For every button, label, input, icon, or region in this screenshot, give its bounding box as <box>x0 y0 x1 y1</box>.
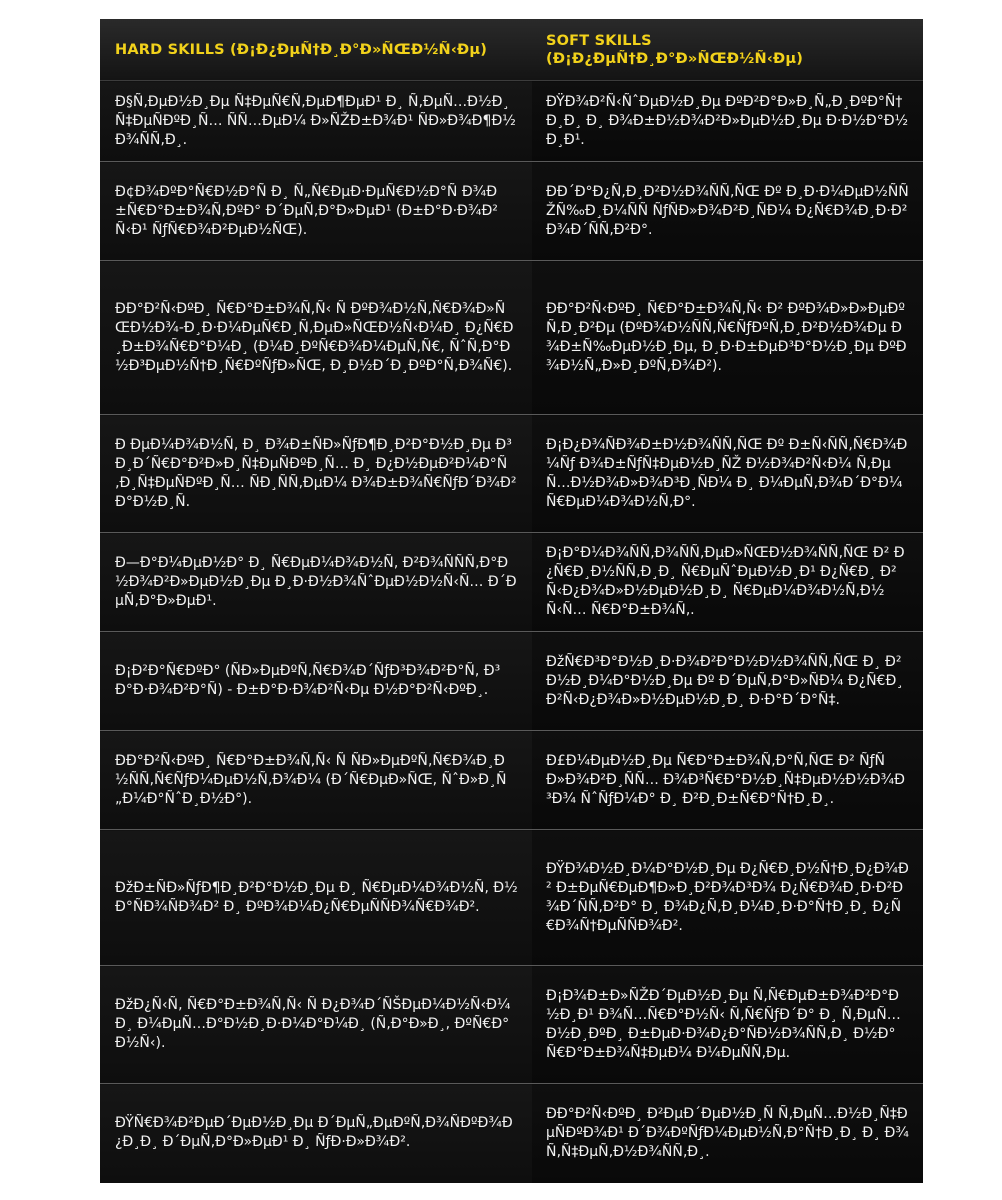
hard-skill-cell: Ð¡Ð²Ð°Ñ€ÐºÐ° (ÑÐ»ÐµÐºÑ‚Ñ€Ð¾Ð´ÑƒÐ³Ð¾Ð²Ð°Ñ, Ð³Ð°Ð·Ð¾Ð²Ð°Ñ) - Ð±Ð°Ð·Ð¾Ð²Ñ‹Ðµ Ð½Ð°Ð²Ñ‹ÐºÐ¸. <box>100 632 532 731</box>
skills-table-container <box>100 19 923 1183</box>
hard-skill-cell: ÐÐ°Ð²Ñ‹ÐºÐ¸ Ñ€Ð°Ð±Ð¾Ñ‚Ñ‹ Ñ ÐºÐ¾Ð½Ñ‚Ñ€Ð¾Ð»ÑŒÐ½Ð¾-Ð¸Ð·Ð¼ÐµÑ€Ð¸Ñ‚ÐµÐ»ÑŒÐ½Ñ‹Ð¼Ð¸ Ð¿Ñ€Ð¸Ð±Ð¾Ñ€Ð°Ð¼Ð¸ (Ð¼Ð¸ÐºÑ€Ð¾Ð¼ÐµÑ‚Ñ€, ÑˆÑ‚Ð°Ð½Ð³ÐµÐ½Ñ†Ð¸Ñ€ÐºÑƒÐ»ÑŒ, Ð¸Ð½Ð´Ð¸ÐºÐ°Ñ‚Ð¾Ñ€). <box>100 261 532 415</box>
soft-skill-cell: ÐÐ´Ð°Ð¿Ñ‚Ð¸Ð²Ð½Ð¾ÑÑ‚ÑŒ Ðº Ð¸Ð·Ð¼ÐµÐ½ÑÑŽÑ‰Ð¸Ð¼ÑÑ ÑƒÑÐ»Ð¾Ð²Ð¸ÑÐ¼ Ð¿Ñ€Ð¾Ð¸Ð·Ð²Ð¾Ð´ÑÑ‚Ð²Ð°. <box>532 162 923 261</box>
hard-skill-cell: ÐžÐ±ÑÐ»ÑƒÐ¶Ð¸Ð²Ð°Ð½Ð¸Ðµ Ð¸ Ñ€ÐµÐ¼Ð¾Ð½Ñ‚ Ð½Ð°ÑÐ¾ÑÐ¾Ð² Ð¸ ÐºÐ¾Ð¼Ð¿Ñ€ÐµÑÑÐ¾Ñ€Ð¾Ð². <box>100 830 532 966</box>
hard-skill-cell: Ð¢Ð¾ÐºÐ°Ñ€Ð½Ð°Ñ Ð¸ Ñ„Ñ€ÐµÐ·ÐµÑ€Ð½Ð°Ñ Ð¾Ð±Ñ€Ð°Ð±Ð¾Ñ‚ÐºÐ° Ð´ÐµÑ‚Ð°Ð»ÐµÐ¹ (Ð±Ð°Ð·Ð¾Ð²Ñ‹Ð¹ ÑƒÑ€Ð¾Ð²ÐµÐ½ÑŒ). <box>100 162 532 261</box>
hard-skill-cell: Ð—Ð°Ð¼ÐµÐ½Ð° Ð¸ Ñ€ÐµÐ¼Ð¾Ð½Ñ‚ Ð²Ð¾ÑÑÑ‚Ð°Ð½Ð¾Ð²Ð»ÐµÐ½Ð¸Ðµ Ð¸Ð·Ð½Ð¾ÑˆÐµÐ½Ð½Ñ‹Ñ… Ð´ÐµÑ‚Ð°Ð»ÐµÐ¹. <box>100 533 532 632</box>
soft-skill-cell: ÐŸÐ¾Ð²Ñ‹ÑˆÐµÐ½Ð¸Ðµ ÐºÐ²Ð°Ð»Ð¸Ñ„Ð¸ÐºÐ°Ñ†Ð¸Ð¸ Ð¸ Ð¾Ð±Ð½Ð¾Ð²Ð»ÐµÐ½Ð¸Ðµ Ð·Ð½Ð°Ð½Ð¸Ð¹. <box>532 81 923 162</box>
table-row <box>100 731 923 830</box>
soft-skill-cell: ÐÐ°Ð²Ñ‹ÐºÐ¸ Ñ€Ð°Ð±Ð¾Ñ‚Ñ‹ Ð² ÐºÐ¾Ð»Ð»ÐµÐºÑ‚Ð¸Ð²Ðµ (ÐºÐ¾Ð½ÑÑ‚Ñ€ÑƒÐºÑ‚Ð¸Ð²Ð½Ð¾Ðµ Ð¾Ð±Ñ‰ÐµÐ½Ð¸Ðµ, Ð¸Ð·Ð±ÐµÐ³Ð°Ð½Ð¸Ðµ ÐºÐ¾Ð½Ñ„Ð»Ð¸ÐºÑ‚Ð¾Ð²). <box>532 261 923 415</box>
table-header <box>100 19 923 81</box>
table-row <box>100 415 923 533</box>
hard-skills-header: HARD SKILLS (Ð¡Ð¿ÐµÑ†Ð¸Ð°Ð»ÑŒÐ½Ñ‹Ðµ) <box>100 19 532 81</box>
table-row <box>100 1084 923 1183</box>
soft-skill-cell: Ð¡Ð°Ð¼Ð¾ÑÑ‚Ð¾ÑÑ‚ÐµÐ»ÑŒÐ½Ð¾ÑÑ‚ÑŒ Ð² Ð¿Ñ€Ð¸Ð½ÑÑ‚Ð¸Ð¸ Ñ€ÐµÑˆÐµÐ½Ð¸Ð¹ Ð¿Ñ€Ð¸ Ð²Ñ‹Ð¿Ð¾Ð»Ð½ÐµÐ½Ð¸Ð¸ Ñ€ÐµÐ¼Ð¾Ð½Ñ‚Ð½Ñ‹Ñ… Ñ€Ð°Ð±Ð¾Ñ‚. <box>532 533 923 632</box>
table-row <box>100 533 923 632</box>
soft-skill-cell: ÐŸÐ¾Ð½Ð¸Ð¼Ð°Ð½Ð¸Ðµ Ð¿Ñ€Ð¸Ð½Ñ†Ð¸Ð¿Ð¾Ð² Ð±ÐµÑ€ÐµÐ¶Ð»Ð¸Ð²Ð¾Ð³Ð¾ Ð¿Ñ€Ð¾Ð¸Ð·Ð²Ð¾Ð´ÑÑ‚Ð²Ð° Ð¸ Ð¾Ð¿Ñ‚Ð¸Ð¼Ð¸Ð·Ð°Ñ†Ð¸Ð¸ Ð¿Ñ€Ð¾Ñ†ÐµÑÑÐ¾Ð². <box>532 830 923 966</box>
table-row <box>100 632 923 731</box>
hard-skill-cell: ÐžÐ¿Ñ‹Ñ‚ Ñ€Ð°Ð±Ð¾Ñ‚Ñ‹ Ñ Ð¿Ð¾Ð´ÑŠÐµÐ¼Ð½Ñ‹Ð¼Ð¸ Ð¼ÐµÑ…Ð°Ð½Ð¸Ð·Ð¼Ð°Ð¼Ð¸ (Ñ‚Ð°Ð»Ð¸, ÐºÑ€Ð°Ð½Ñ‹). <box>100 966 532 1084</box>
soft-skill-cell: Ð¡Ð¿Ð¾ÑÐ¾Ð±Ð½Ð¾ÑÑ‚ÑŒ Ðº Ð±Ñ‹ÑÑ‚Ñ€Ð¾Ð¼Ñƒ Ð¾Ð±ÑƒÑ‡ÐµÐ½Ð¸ÑŽ Ð½Ð¾Ð²Ñ‹Ð¼ Ñ‚ÐµÑ…Ð½Ð¾Ð»Ð¾Ð³Ð¸ÑÐ¼ Ð¸ Ð¼ÐµÑ‚Ð¾Ð´Ð°Ð¼ Ñ€ÐµÐ¼Ð¾Ð½Ñ‚Ð°. <box>532 415 923 533</box>
hard-skill-cell: ÐŸÑ€Ð¾Ð²ÐµÐ´ÐµÐ½Ð¸Ðµ Ð´ÐµÑ„ÐµÐºÑ‚Ð¾ÑÐºÐ¾Ð¿Ð¸Ð¸ Ð´ÐµÑ‚Ð°Ð»ÐµÐ¹ Ð¸ ÑƒÐ·Ð»Ð¾Ð². <box>100 1084 532 1183</box>
header-row <box>100 19 923 81</box>
table-row <box>100 261 923 415</box>
hard-skill-cell: Ð ÐµÐ¼Ð¾Ð½Ñ‚ Ð¸ Ð¾Ð±ÑÐ»ÑƒÐ¶Ð¸Ð²Ð°Ð½Ð¸Ðµ Ð³Ð¸Ð´Ñ€Ð°Ð²Ð»Ð¸Ñ‡ÐµÑÐºÐ¸Ñ… Ð¸ Ð¿Ð½ÐµÐ²Ð¼Ð°Ñ‚Ð¸Ñ‡ÐµÑÐºÐ¸Ñ… ÑÐ¸ÑÑ‚ÐµÐ¼ Ð¾Ð±Ð¾Ñ€ÑƒÐ´Ð¾Ð²Ð°Ð½Ð¸Ñ. <box>100 415 532 533</box>
soft-skill-cell: ÐžÑ€Ð³Ð°Ð½Ð¸Ð·Ð¾Ð²Ð°Ð½Ð½Ð¾ÑÑ‚ÑŒ Ð¸ Ð²Ð½Ð¸Ð¼Ð°Ð½Ð¸Ðµ Ðº Ð´ÐµÑ‚Ð°Ð»ÑÐ¼ Ð¿Ñ€Ð¸ Ð²Ñ‹Ð¿Ð¾Ð»Ð½ÐµÐ½Ð¸Ð¸ Ð·Ð°Ð´Ð°Ñ‡. <box>532 632 923 731</box>
table-row <box>100 81 923 162</box>
soft-skills-header: SOFT SKILLS (Ð¡Ð¿ÐµÑ†Ð¸Ð°Ð»ÑŒÐ½Ñ‹Ðµ) <box>532 19 923 81</box>
hard-skill-cell: Ð§Ñ‚ÐµÐ½Ð¸Ðµ Ñ‡ÐµÑ€Ñ‚ÐµÐ¶ÐµÐ¹ Ð¸ Ñ‚ÐµÑ…Ð½Ð¸Ñ‡ÐµÑÐºÐ¸Ñ… ÑÑ…ÐµÐ¼ Ð»ÑŽÐ±Ð¾Ð¹ ÑÐ»Ð¾Ð¶Ð½Ð¾ÑÑ‚Ð¸. <box>100 81 532 162</box>
soft-skill-cell: Ð£Ð¼ÐµÐ½Ð¸Ðµ Ñ€Ð°Ð±Ð¾Ñ‚Ð°Ñ‚ÑŒ Ð² ÑƒÑÐ»Ð¾Ð²Ð¸ÑÑ… Ð¾Ð³Ñ€Ð°Ð½Ð¸Ñ‡ÐµÐ½Ð½Ð¾Ð³Ð¾ ÑˆÑƒÐ¼Ð° Ð¸ Ð²Ð¸Ð±Ñ€Ð°Ñ†Ð¸Ð¸. <box>532 731 923 830</box>
skills-table <box>100 19 923 1183</box>
table-row <box>100 966 923 1084</box>
table-row <box>100 830 923 966</box>
soft-skill-cell: ÐÐ°Ð²Ñ‹ÐºÐ¸ Ð²ÐµÐ´ÐµÐ½Ð¸Ñ Ñ‚ÐµÑ…Ð½Ð¸Ñ‡ÐµÑÐºÐ¾Ð¹ Ð´Ð¾ÐºÑƒÐ¼ÐµÐ½Ñ‚Ð°Ñ†Ð¸Ð¸ Ð¸ Ð¾Ñ‚Ñ‡ÐµÑ‚Ð½Ð¾ÑÑ‚Ð¸. <box>532 1084 923 1183</box>
hard-skill-cell: ÐÐ°Ð²Ñ‹ÐºÐ¸ Ñ€Ð°Ð±Ð¾Ñ‚Ñ‹ Ñ ÑÐ»ÐµÐºÑ‚Ñ€Ð¾Ð¸Ð½ÑÑ‚Ñ€ÑƒÐ¼ÐµÐ½Ñ‚Ð¾Ð¼ (Ð´Ñ€ÐµÐ»ÑŒ, ÑˆÐ»Ð¸Ñ„Ð¼Ð°ÑˆÐ¸Ð½Ð°). <box>100 731 532 830</box>
table-body <box>100 81 923 1183</box>
soft-skill-cell: Ð¡Ð¾Ð±Ð»ÑŽÐ´ÐµÐ½Ð¸Ðµ Ñ‚Ñ€ÐµÐ±Ð¾Ð²Ð°Ð½Ð¸Ð¹ Ð¾Ñ…Ñ€Ð°Ð½Ñ‹ Ñ‚Ñ€ÑƒÐ´Ð° Ð¸ Ñ‚ÐµÑ…Ð½Ð¸ÐºÐ¸ Ð±ÐµÐ·Ð¾Ð¿Ð°ÑÐ½Ð¾ÑÑ‚Ð¸ Ð½Ð° Ñ€Ð°Ð±Ð¾Ñ‡ÐµÐ¼ Ð¼ÐµÑÑ‚Ðµ. <box>532 966 923 1084</box>
table-row <box>100 162 923 261</box>
